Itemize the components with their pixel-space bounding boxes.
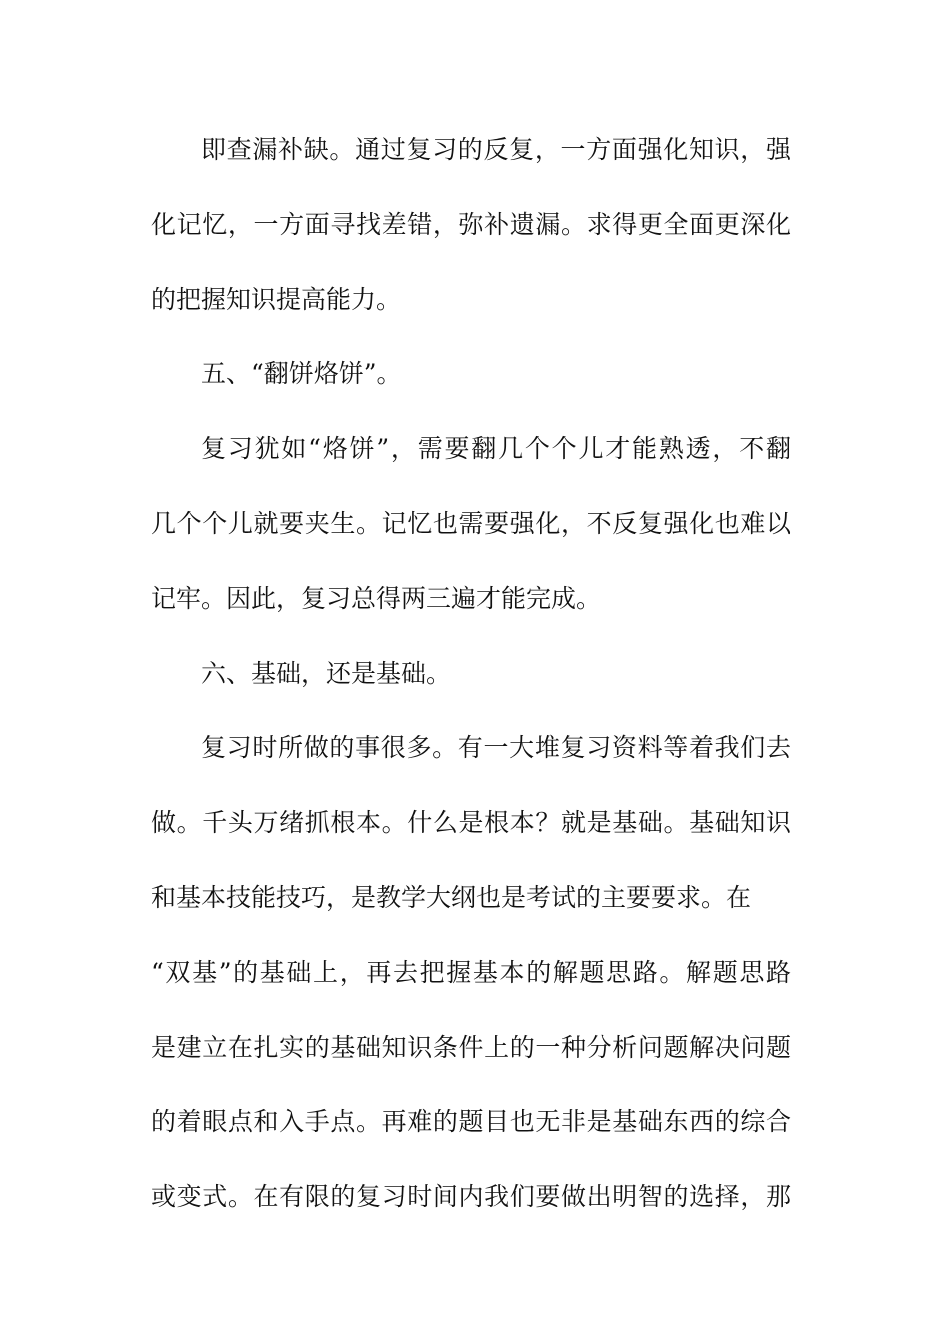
text-line: 记牢。因此，复习总得两三遍才能完成。 — [151, 583, 602, 613]
text-line: 即查漏补缺。通过复习的反复，一方面强化知识，强 — [201, 135, 791, 164]
section-heading: 六、基础，还是基础。 — [201, 658, 452, 688]
text-line: 的着眼点和入手点。再难的题目也无非是基础东西的综合 — [151, 1107, 791, 1137]
text-line: “双基”的基础上，再去把握基本的解题思路。解题思路 — [151, 957, 791, 987]
text-line: 的把握知识提高能力。 — [151, 284, 402, 314]
text-line: 几个个儿就要夹生。记忆也需要强化，不反复强化也难以 — [151, 508, 791, 538]
text-line: 和基本技能技巧，是教学大纲也是考试的主要要求。在 — [151, 882, 752, 912]
text-line: 复习时所做的事很多。有一大堆复习资料等着我们去 — [201, 733, 791, 763]
section-heading: 五、“翻饼烙饼”。 — [201, 359, 402, 389]
text-line: 或变式。在有限的复习时间内我们要做出明智的选择，那 — [151, 1182, 791, 1212]
text-line: 化记忆，一方面寻找差错，弥补遗漏。求得更全面更深化 — [151, 209, 791, 239]
text-line: 做。千头万绪抓根本。什么是根本？就是基础。基础知识 — [151, 808, 791, 838]
text-line: 复习犹如“烙饼”，需要翻几个个儿才能熟透，不翻 — [201, 434, 791, 464]
text-line: 是建立在扎实的基础知识条件上的一种分析问题解决问题 — [151, 1032, 791, 1062]
body-text — [151, 113, 791, 1235]
